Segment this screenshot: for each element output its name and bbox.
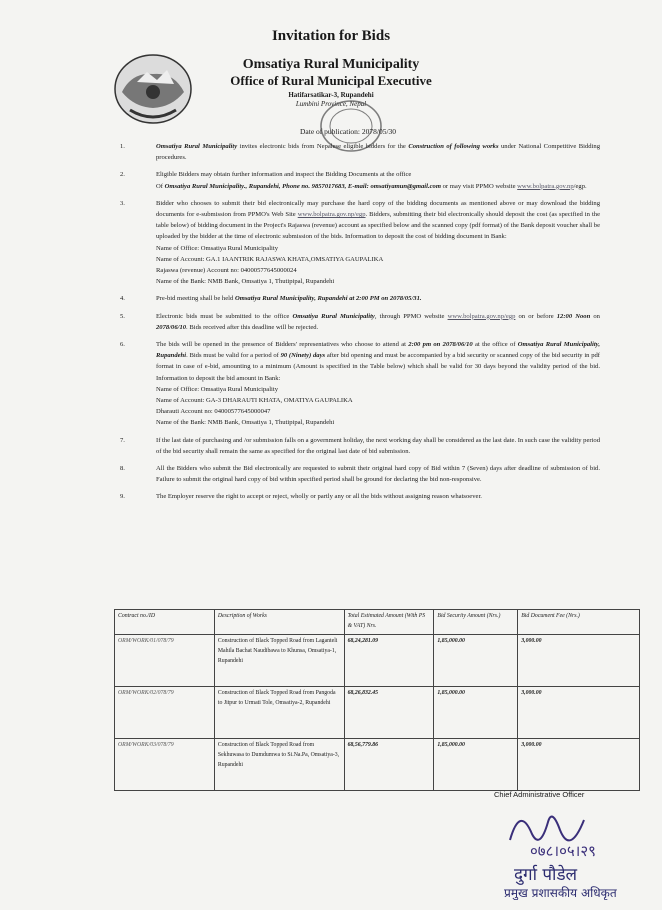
account-name-line: Name of Account: GA.1 IAANTRIK RAJASWA KHATA,OMSATIYA GAUPALIKA bbox=[156, 255, 384, 263]
clause-number: 2. bbox=[120, 171, 125, 179]
organization-name: Omsatiya Rural Municipality bbox=[242, 57, 420, 72]
bank-name-line: Name of the Bank: NMB Bank, Omsatiya 1, Thutipipal, Rupandehi bbox=[156, 419, 335, 427]
document-fee-cell: 3,000.00 bbox=[518, 635, 640, 687]
clause-number: 1. bbox=[120, 143, 125, 150]
estimated-amount-cell: 68,26,832.45 bbox=[344, 687, 434, 739]
bid-security-cell: 1,85,000.00 bbox=[434, 739, 518, 791]
clause-3: 3. Bidder who chooses to submit their bid electronically may purchase the hard copy of the bidding documents as mentioned above or may download the bidding documents for e-submission from PPMO's Web Site www.bolpatra.gov.np/egp. Bidders, submitting their bid electronically should deposit the cost (as specified in the table below) of bidding document in the Project's Rajaswa (revenue) account as specified below and the scanned copy (pdf format) of the Bank deposit voucher shall be uploaded by the bidder at the time of electronic submission of the bids. Information to deposit the cost of bidding document in Bank: Name of Office: Omsatiya Rural Municipality Name of Account: GA.1 IAANTRIK RAJASWA KHATA,OMSATIYA GAUPALIKA Rajaswa (revenue) Account no: 04000577645000024 Name of the Bank: NMB Bank, Omsatiya 1, Thutipipal, Rupandehi bbox=[120, 198, 600, 288]
estimated-amount-cell: 68,24,281.09 bbox=[344, 635, 434, 687]
office-name-line: Name of Office: Omsatiya Rural Municipality bbox=[156, 385, 279, 393]
clause-number: 4. bbox=[120, 295, 125, 303]
table-row bbox=[115, 687, 640, 739]
clause-4: 4. Pre-bid meeting shall be held Omsatiya Rural Municipality, Rupandehi at 2:00 PM on 2078/05/31. bbox=[120, 293, 600, 304]
description-cell: Construction of Black Topped Road from Sekhuwasa to Dumdumwa to Si.Na.Pa, Omsatiya-3, Rupandehi bbox=[214, 739, 344, 791]
clause-2: 2. Eligible Bidders may obtain further information and inspect the Bidding Documents at the office Of Omsatiya Rural Municipality., Rupandehi, Phone no. 9857017683, E-mail: omsatiyamun@gmail.com or may visit PPMO website www.bolpatra.gov.np/egp. bbox=[120, 171, 587, 190]
column-header: Bid Document Fee (Nrs.) bbox=[518, 610, 640, 635]
office-name-line: Name of Office: Omsatiya Rural Municipality bbox=[156, 244, 279, 252]
table-header-row bbox=[115, 610, 640, 635]
handwritten-signature bbox=[500, 800, 650, 900]
contract-id-cell: ORM/WORK/01/078/79 bbox=[115, 635, 215, 687]
table-row bbox=[115, 739, 640, 791]
bid-clauses bbox=[120, 141, 600, 509]
clause-number: 9. bbox=[120, 493, 125, 501]
clause-5: 5. Electronic bids must be submitted to the office Omsatiya Rural Municipality, through PPMO website www.bolpatra.gov.np/egp on or before 12:00 Noon on 2078/06/10. Bids received after this deadline will be rejected. bbox=[120, 312, 600, 331]
clause-6: 6. The bids will be opened in the presence of Bidders' representatives who choose to attend at 2:00 pm on 2078/06/10 at the office of Omsatiya Rural Municipality, Rupandehi. Bids must be valid for a period of 90 (Ninety) days after bid opening and must be accompanied by a bid security or scanned copy of the bid security in pdf format in case of e-bid, amounting to a minimum (Amount is specified in the Table below) which shall be valid for 30 days beyond the validity period of the bid. Information to deposit the bid amount in Bank: Name of Office: Omsatiya Rural Municipality Name of Account: GA-3 DHARAUTI KHATA, OMATIYA GAUPALIKA Dharauti Account no: 04000577645000047 Name of the Bank: NMB Bank, Omsatiya 1, Thutipipal, Rupandehi bbox=[120, 339, 600, 429]
address-line-2: Lumbini Province, Nepal bbox=[295, 100, 367, 108]
clause-9: 9. The Employer reserve the right to accept or reject, wholly or partly any or all the bids without assigning reason whatsoever. bbox=[120, 491, 600, 502]
table-row bbox=[115, 635, 640, 687]
ppmo-egp-link[interactable]: www.bolpatra.gov.np/egp bbox=[447, 312, 516, 320]
column-header: Bid Security Amount (Nrs.) bbox=[434, 610, 518, 635]
account-name-line: Name of Account: GA-3 DHARAUTI KHATA, OMATIYA GAUPALIKA bbox=[156, 397, 353, 405]
contract-id-cell: ORM/WORK/03/078/79 bbox=[115, 739, 215, 791]
bank-name-line: Name of the Bank: NMB Bank, Omsatiya 1, Thutipipal, Rupandehi bbox=[156, 278, 335, 286]
column-header: Description of Works bbox=[214, 610, 344, 635]
signatory-title-stamp: प्रमुख प्रशासकीय अधिकृत bbox=[504, 886, 617, 900]
bid-security-cell: 1,85,000.00 bbox=[434, 687, 518, 739]
document-fee-cell: 3,000.00 bbox=[518, 739, 640, 791]
clause-number: 8. bbox=[120, 465, 125, 473]
estimated-amount-cell: 68,56,779.86 bbox=[344, 739, 434, 791]
office-name: Office of Rural Municipal Executive bbox=[230, 73, 432, 88]
contract-id-cell: ORM/WORK/02/078/79 bbox=[115, 687, 215, 739]
column-header: Contract no./ID bbox=[115, 610, 215, 635]
description-cell: Construction of Black Topped Road from Pangoda to Jitpur to Urmati Tole, Omsatiya-2, Rupandehi bbox=[214, 687, 344, 739]
address-line-1: Hatifarsatikar-3, Rupandehi bbox=[288, 91, 374, 99]
clause-number: 3. bbox=[120, 199, 125, 207]
signatory-title: Chief Administrative Officer bbox=[494, 790, 585, 799]
clause-8: 8. All the Bidders who submit the Bid electronically are requested to submit their original hard copy of Bid within 7 (Seven) days after deadline of submission of bid. Failure to submit the original hard copy of bid within specified period shall be ground for declaring the bid non-responsive. bbox=[120, 465, 600, 484]
description-cell: Construction of Black Topped Road from Laganteli Mahila Bachat Naudibawa to Khunsa, Omsatiya-1, Rupandehi bbox=[214, 635, 344, 687]
clause-number: 5. bbox=[120, 312, 125, 320]
ppmo-egp-link[interactable]: www.bolpatra.gov.np/egp bbox=[297, 211, 366, 219]
publication-date: Date of publication: 2078/05/30 bbox=[300, 127, 397, 136]
signatory-name-stamp: दुर्गा पौडेल bbox=[514, 865, 578, 885]
account-number-line: Rajaswa (revenue) Account no: 04000577645000024 bbox=[156, 267, 297, 275]
bid-security-cell: 1,85,000.00 bbox=[434, 635, 518, 687]
document-title: Invitation for Bids bbox=[271, 28, 391, 44]
ppmo-website-link[interactable]: www.bolpatra.gov.np bbox=[517, 182, 574, 190]
document-fee-cell: 3,000.00 bbox=[518, 687, 640, 739]
account-number-line: Dharauti Account no: 04000577645000047 bbox=[156, 408, 271, 416]
clause-1: 1. Omsatiya Rural Municipality invites electronic bids from Nepalese eligible bidders for the Construction of following works under National Competitive Bidding procedures. bbox=[120, 143, 600, 162]
clause-number: 6. bbox=[120, 341, 125, 349]
column-header: Total Estimated Amount (With PS & VAT) Nrs. bbox=[344, 610, 434, 635]
signature-date: ०७८।०५।२९ bbox=[530, 842, 596, 860]
contracts-table bbox=[114, 609, 640, 791]
clause-7: 7. If the last date of purchasing and /or submission falls on a government holiday, the next working day shall be considered as the last date. In such case the validity period of the bid security shall remain the same as specified for the original last date of bid submission. bbox=[120, 436, 600, 455]
clause-number: 7. bbox=[120, 436, 125, 444]
